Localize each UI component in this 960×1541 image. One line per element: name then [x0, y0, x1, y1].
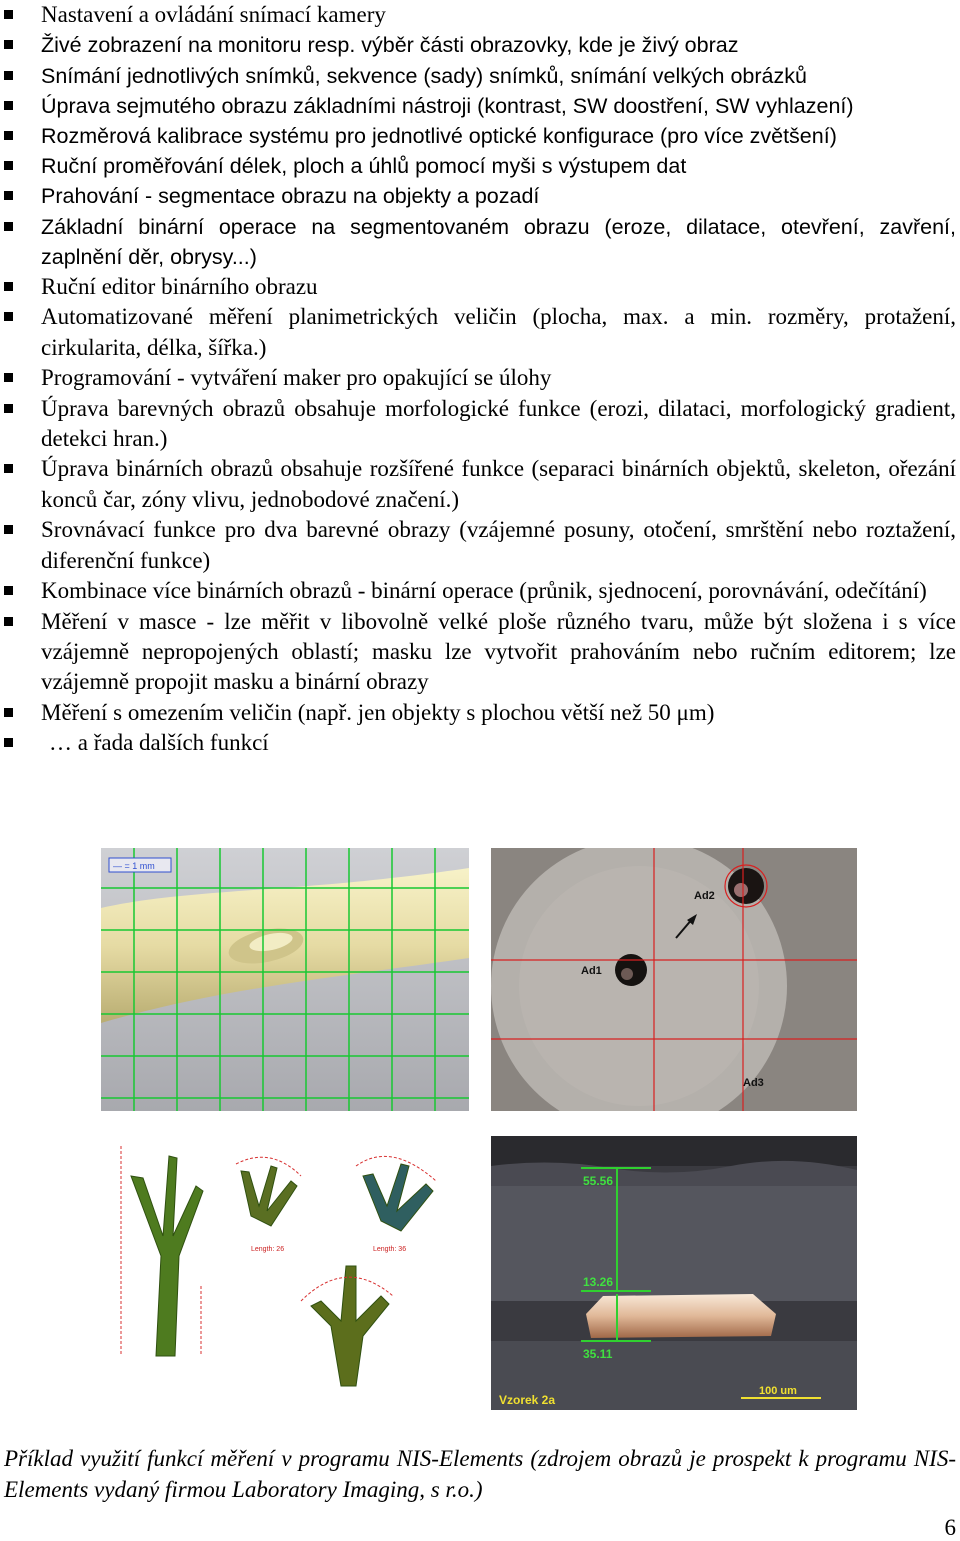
list-item: Úprava barevných obrazů obsahuje morfologické funkce (erozi, dilataci, morfologický gradient, detekci hran.) — [0, 394, 960, 455]
list-item: … a řada dalších funkcí — [0, 728, 960, 758]
bullet-icon — [4, 71, 13, 80]
label-ad3: Ad3 — [743, 1077, 764, 1089]
list-item: Srovnávací funkce pro dva barevné obrazy (vzájemné posuny, otočení, smrštění nebo roztažení, diferenční funkce) — [0, 515, 960, 576]
figure-caption: Příklad využití funkcí měření v programu NIS-Elements (zdrojem obrazů je prospekt k programu NIS-Elements vydaný firmou Laboratory Imaging, s r.o.) — [4, 1446, 956, 1502]
label-ad1: Ad1 — [581, 965, 602, 977]
bullet-icon — [4, 10, 13, 19]
cross-section-image — [491, 1136, 857, 1410]
list-item: Kombinace více binárních obrazů - binární operace (průnik, sjednocení, porovnávání, odečítání) — [0, 576, 960, 606]
list-item: Měření s omezením veličin (např. jen objekty s plochou větší než 50 μm) — [0, 698, 960, 728]
list-item: Živé zobrazení na monitoru resp. výběr části obrazovky, kde je živý obraz — [0, 30, 960, 60]
list-item: Snímání jednotlivých snímků, sekvence (sady) snímků, snímání velkých obrázků — [0, 61, 960, 91]
list-item: Programování - vytváření maker pro opakující se úlohy — [0, 363, 960, 393]
value-label-3: 35.11 — [583, 1347, 613, 1361]
disk-holes-image — [491, 848, 857, 1111]
figure-plant-skeletons — [101, 1136, 469, 1400]
bullet-icon — [4, 617, 13, 626]
bullet-icon — [4, 191, 13, 200]
bullet-icon — [4, 282, 13, 291]
figure-disk-holes — [491, 848, 857, 1111]
list-item: Prahování - segmentace obrazu na objekty a pozadí — [0, 181, 960, 211]
list-item: Ruční proměřování délek, ploch a úhlů pomocí myši s výstupem dat — [0, 151, 960, 181]
list-item: Nastavení a ovládání snímací kamery — [0, 0, 960, 30]
bullet-icon — [4, 40, 13, 49]
list-item: Základní binární operace na segmentovaném obrazu (eroze, dilatace, otevření, zavření, zaplnění děr, obrysy...) — [0, 212, 960, 272]
value-label-1: 55.56 — [583, 1174, 614, 1188]
tube-grid-image — [101, 848, 469, 1111]
value-label-2: 13.26 — [583, 1275, 614, 1289]
sample-label: Vzorek 2a — [499, 1393, 556, 1407]
bullet-icon — [4, 222, 13, 231]
bullet-icon — [4, 525, 13, 534]
bullet-icon — [4, 464, 13, 473]
list-item: Rozměrová kalibrace systému pro jednotlivé optické konfigurace (pro více zvětšení) — [0, 121, 960, 151]
bullet-icon — [4, 738, 13, 747]
bullet-icon — [4, 586, 13, 595]
bullet-icon — [4, 373, 13, 382]
feature-list — [0, 0, 960, 759]
bullet-icon — [4, 312, 13, 321]
plant-skeletons-image — [101, 1136, 469, 1400]
list-item: Automatizované měření planimetrických veličin (plocha, max. a min. rozměry, protažení, cirkularita, délka, šířka.) — [0, 302, 960, 363]
scale-label: — = 1 mm — [113, 861, 155, 871]
bullet-icon — [4, 708, 13, 717]
figure-cross-section — [491, 1136, 857, 1410]
figure-tube-grid — [101, 848, 469, 1111]
length-label-1: Length: 26 — [251, 1246, 285, 1253]
bullet-icon — [4, 161, 13, 170]
label-ad2: Ad2 — [694, 890, 715, 902]
list-item: Měření v masce - lze měřit v libovolně velké ploše různého tvaru, může být složena i s více vzájemně nepropojených oblastí; masku lze vytvořit prahováním nebo ručním editorem; lze vzájemně propojit masku a binární obrazy — [0, 607, 960, 698]
scale-bar-label: 100 um — [759, 1385, 797, 1397]
bullet-icon — [4, 131, 13, 140]
bullet-icon — [4, 404, 13, 413]
list-item: Ruční editor binárního obrazu — [0, 272, 960, 302]
list-item: Úprava binárních obrazů obsahuje rozšířené funkce (separaci binárních objektů, skeleton, ořezání konců čar, zóny vlivu, jednobodové značení.) — [0, 454, 960, 515]
list-item: Úprava sejmutého obrazu základními nástroji (kontrast, SW doostření, SW vyhlazení) — [0, 91, 960, 121]
page-number: 6 — [944, 1515, 956, 1540]
bullet-icon — [4, 101, 13, 110]
length-label-2: Length: 36 — [373, 1246, 407, 1253]
